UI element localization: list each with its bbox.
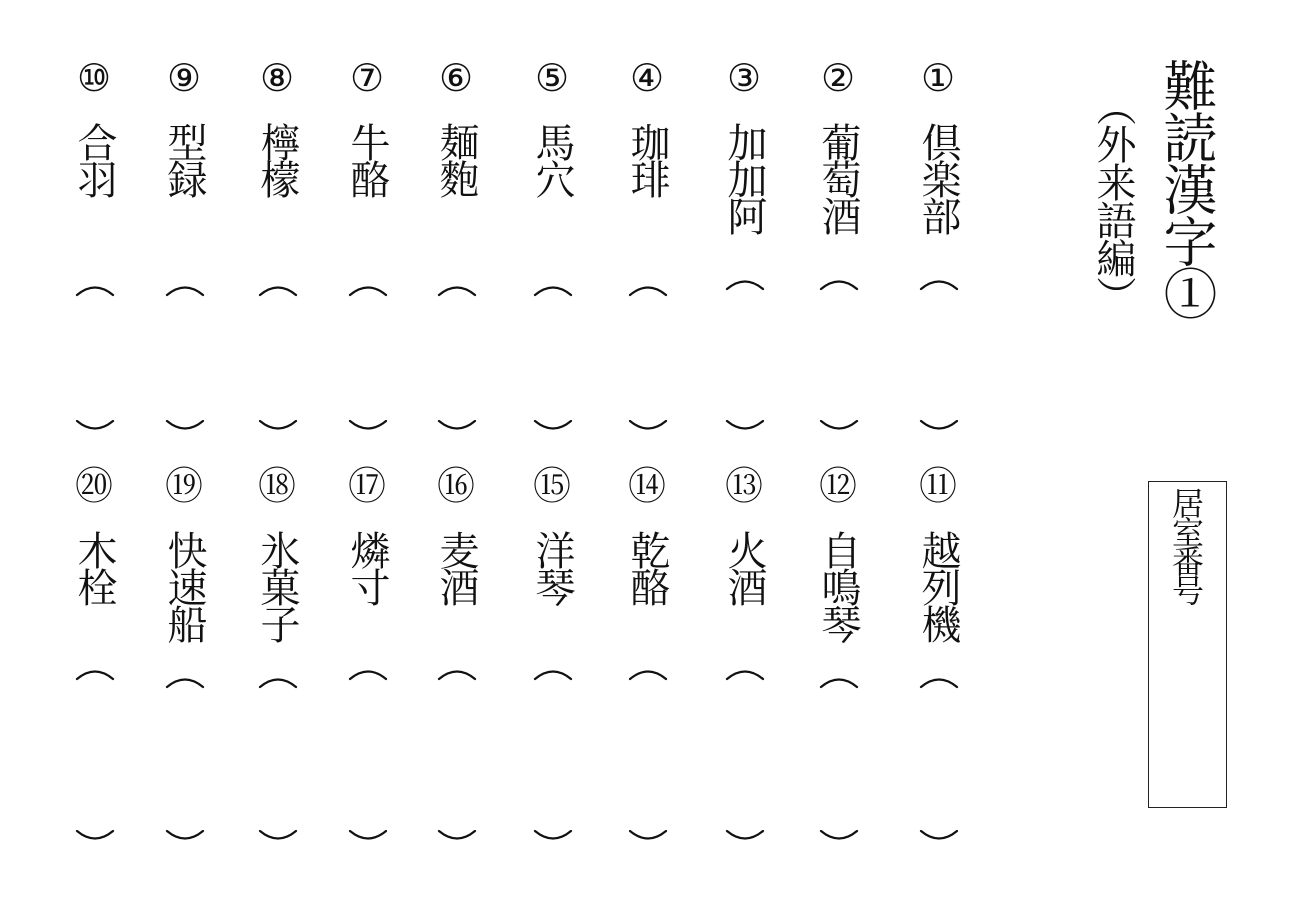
question-number: ⑬: [724, 464, 763, 508]
question-word: 火酒: [721, 530, 767, 604]
question-word: 自鳴琴: [815, 530, 861, 641]
question-number: ⑩: [76, 56, 112, 100]
question-number: ⑯: [436, 464, 475, 508]
answer-close-bracket: [627, 828, 669, 844]
answer-open-bracket: [818, 276, 860, 292]
answer-close-bracket: [164, 828, 206, 844]
question-word: 倶楽部: [915, 122, 961, 233]
question-number: ⑫: [818, 464, 857, 508]
question-word: 木栓: [71, 530, 117, 604]
answer-open-bracket: [74, 282, 116, 298]
answer-open-bracket: [436, 666, 478, 682]
question-number: ⑰: [347, 464, 386, 508]
answer-open-bracket: [257, 282, 299, 298]
answer-open-bracket: [627, 282, 669, 298]
question-word: 麦酒: [433, 530, 479, 604]
answer-open-bracket: [347, 666, 389, 682]
question-word: 麺麭: [433, 122, 479, 196]
question-word: 越列機: [915, 530, 961, 641]
question-number: ⑦: [349, 56, 385, 100]
answer-close-bracket: [532, 828, 574, 844]
question-word: 洋琴: [529, 530, 575, 604]
answer-open-bracket: [257, 674, 299, 690]
answer-close-bracket: [436, 828, 478, 844]
answer-close-bracket: [918, 418, 960, 434]
question-number: ⑳: [74, 464, 113, 508]
answer-close-bracket: [627, 418, 669, 434]
question-word: 牛酪: [344, 122, 390, 196]
answer-open-bracket: [724, 666, 766, 682]
question-number: ⑭: [627, 464, 666, 508]
question-number: ⑧: [259, 56, 295, 100]
worksheet-title: 難読漢字①: [1155, 58, 1218, 318]
answer-close-bracket: [818, 418, 860, 434]
question-number: ④: [629, 56, 665, 100]
answer-close-bracket: [257, 418, 299, 434]
answer-open-bracket: [164, 674, 206, 690]
question-number: ⑮: [532, 464, 571, 508]
answer-close-bracket: [724, 418, 766, 434]
question-word: 快速船: [161, 530, 207, 641]
answer-open-bracket: [724, 276, 766, 292]
question-word: 馬穴: [529, 122, 575, 196]
answer-close-bracket: [436, 418, 478, 434]
question-word: 檸檬: [254, 122, 300, 196]
answer-open-bracket: [918, 276, 960, 292]
answer-open-bracket: [532, 282, 574, 298]
answer-open-bracket: [627, 666, 669, 682]
question-word: 合羽: [71, 122, 117, 196]
question-word: 型録: [161, 122, 207, 196]
question-number: ③: [726, 56, 762, 100]
answer-open-bracket: [818, 674, 860, 690]
question-number: ⑨: [166, 56, 202, 100]
answer-open-bracket: [532, 666, 574, 682]
answer-close-bracket: [257, 828, 299, 844]
answer-close-bracket: [818, 828, 860, 844]
question-word: 加加阿: [721, 122, 767, 233]
question-word: 珈琲: [624, 122, 670, 196]
question-number: ⑤: [534, 56, 570, 100]
worksheet-subtitle: （外来語編）: [1090, 86, 1136, 314]
answer-open-bracket: [74, 666, 116, 682]
answer-open-bracket: [918, 674, 960, 690]
answer-close-bracket: [347, 418, 389, 434]
answer-open-bracket: [347, 282, 389, 298]
question-number: ⑥: [438, 56, 474, 100]
answer-close-bracket: [74, 828, 116, 844]
answer-close-bracket: [74, 418, 116, 434]
answer-close-bracket: [164, 418, 206, 434]
answer-close-bracket: [347, 828, 389, 844]
answer-close-bracket: [724, 828, 766, 844]
answer-open-bracket: [436, 282, 478, 298]
question-word: 氷菓子: [254, 530, 300, 641]
answer-close-bracket: [532, 418, 574, 434]
question-word: 燐寸: [344, 530, 390, 604]
question-number: ⑱: [257, 464, 296, 508]
question-word: 乾酪: [624, 530, 670, 604]
answer-open-bracket: [164, 282, 206, 298]
question-number: ⑪: [918, 464, 957, 508]
room-number-label: 居室番号: [1167, 487, 1205, 603]
question-number: ①: [920, 56, 956, 100]
question-number: ⑲: [164, 464, 203, 508]
question-number: ②: [820, 56, 856, 100]
answer-close-bracket: [918, 828, 960, 844]
question-word: 葡萄酒: [815, 122, 861, 233]
